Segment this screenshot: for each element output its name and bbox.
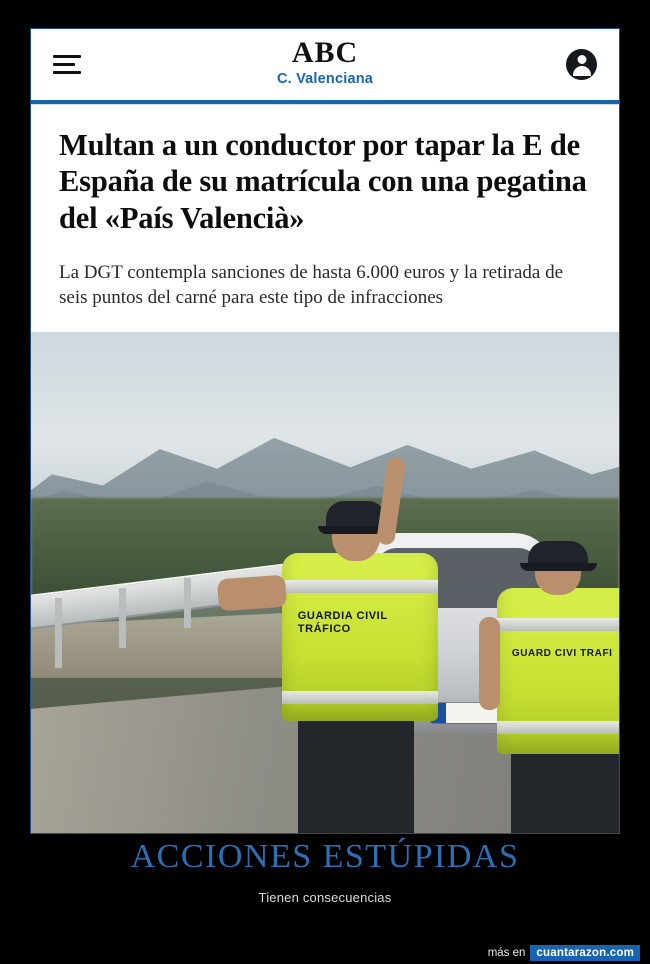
news-article-screenshot	[30, 28, 620, 834]
officer-cap	[326, 501, 386, 529]
article-text-block	[31, 105, 619, 332]
hamburger-icon[interactable]	[53, 55, 83, 74]
article-photo	[31, 332, 619, 833]
officer-arm	[479, 617, 500, 711]
account-circle-icon[interactable]	[566, 49, 597, 80]
caption-subtitle: Tienen consecuencias	[258, 890, 392, 905]
footer-prefix: más en	[487, 947, 526, 959]
vest-stripe	[282, 580, 438, 593]
vest-text: GUARD CIVI TRAFI	[511, 647, 613, 659]
officer-arm-extended	[217, 574, 287, 611]
site-footer	[0, 942, 650, 964]
vest-stripe	[497, 618, 619, 631]
edition-label: C. Valenciana	[276, 71, 374, 88]
vest-text: GUARDIA CIVIL TRÁFICO	[297, 609, 388, 636]
photo-guardrail-post	[119, 588, 126, 648]
photo-guardrail-post	[55, 598, 62, 668]
hamburger-bar	[53, 55, 81, 58]
caption-title: ACCIONES ESTÚPIDAS	[130, 838, 520, 875]
vest-stripe	[497, 721, 619, 734]
photo-guardrail-post	[184, 578, 191, 628]
article-standfirst: La DGT contempla sanciones de hasta 6.000 euros y la retirada de seis puntos del carné para este tipo de infracciones	[59, 261, 564, 309]
officer-vest	[282, 553, 438, 721]
photo-officer-right	[490, 473, 619, 833]
photo-officer-left	[266, 433, 466, 834]
article-headline: Multan a un conductor por tapar la E de España de su matrícula con una pegatina del «País Valencià»	[59, 128, 587, 235]
officer-arm-raised	[376, 456, 406, 546]
footer-site-badge[interactable]: cuantarazon.com	[530, 945, 640, 961]
officer-cap	[528, 541, 588, 566]
site-header	[31, 29, 619, 100]
officer-vest	[497, 588, 619, 754]
brand-block	[31, 37, 619, 87]
brand-logo: ABC	[291, 36, 359, 69]
hamburger-bar	[53, 71, 81, 74]
meme-caption	[0, 840, 650, 905]
vest-stripe	[282, 691, 438, 704]
hamburger-bar	[53, 63, 75, 66]
